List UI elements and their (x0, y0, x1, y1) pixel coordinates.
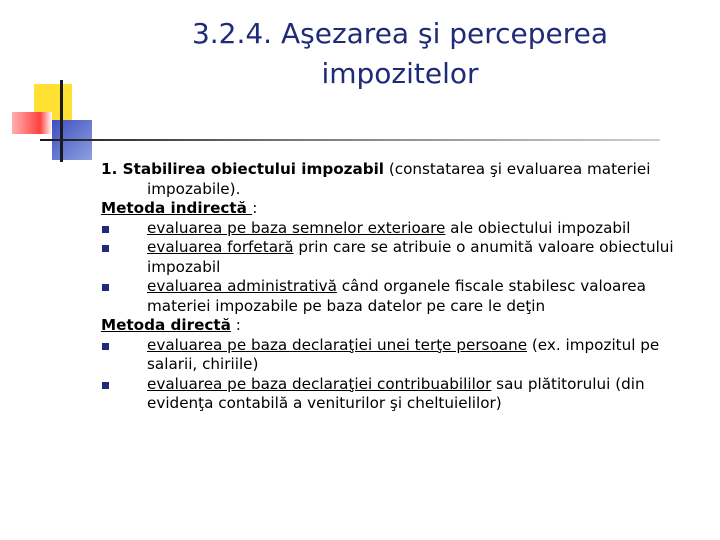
decorative-vertical-line (60, 80, 63, 162)
list-item-underlined: evaluarea pe baza semnelor exterioare (147, 218, 446, 237)
direct-heading-text: Metoda directă (101, 316, 231, 334)
indirect-method-heading (101, 199, 701, 219)
title-divider-line (40, 139, 660, 141)
slide-title-line-1: 3.2.4. Aşezarea şi perceperea (191, 17, 609, 50)
list-item-underlined: evaluarea forfetară (147, 238, 294, 256)
list-item-text: sau plătitorului (din evidenţa contabilă a veniturilor şi cheltuielilor) (147, 374, 645, 412)
list-item (101, 336, 701, 375)
square-bullet-icon (102, 343, 109, 350)
slide-title-line-2: impozitelor (321, 57, 479, 90)
list-item-underlined: evaluarea administrativă (147, 277, 337, 295)
decorative-red-bar (12, 112, 52, 134)
list-item-text: (ex. impozitul pe salarii, chiriile) (147, 335, 660, 373)
square-bullet-icon (102, 284, 109, 291)
list-item (101, 375, 701, 414)
list-item-underlined: evaluarea pe baza declaraţiei unei terţe persoane (147, 335, 528, 354)
slide-body (101, 160, 701, 414)
list-item (101, 238, 701, 277)
direct-method-heading (101, 316, 701, 336)
indirect-heading-colon: : (252, 199, 258, 217)
list-item-underlined: evaluarea pe baza declaraţiei contribuabililor (147, 374, 492, 393)
intro-rest-text: (constatarea şi evaluarea materiei impozabile). (147, 160, 651, 198)
square-bullet-icon (102, 245, 109, 252)
direct-heading-colon: : (230, 316, 241, 334)
list-item-text: prin care se atribuie o anumită valoare obiectului impozabil (147, 238, 674, 276)
list-item-text: când organele fiscale stabilesc valoarea materiei impozabile pe baza datelor pe care le deţin (147, 277, 646, 315)
intro-bold-text: 1. Stabilirea obiectului impozabil (101, 160, 384, 178)
slide-title (120, 14, 680, 94)
list-item (101, 219, 701, 239)
list-item-text: ale obiectului impozabil (445, 218, 631, 237)
square-bullet-icon (102, 226, 109, 233)
list-item (101, 277, 701, 316)
square-bullet-icon (102, 382, 109, 389)
indirect-heading-text: Metoda indirectă (101, 199, 253, 217)
intro-paragraph (101, 160, 701, 199)
